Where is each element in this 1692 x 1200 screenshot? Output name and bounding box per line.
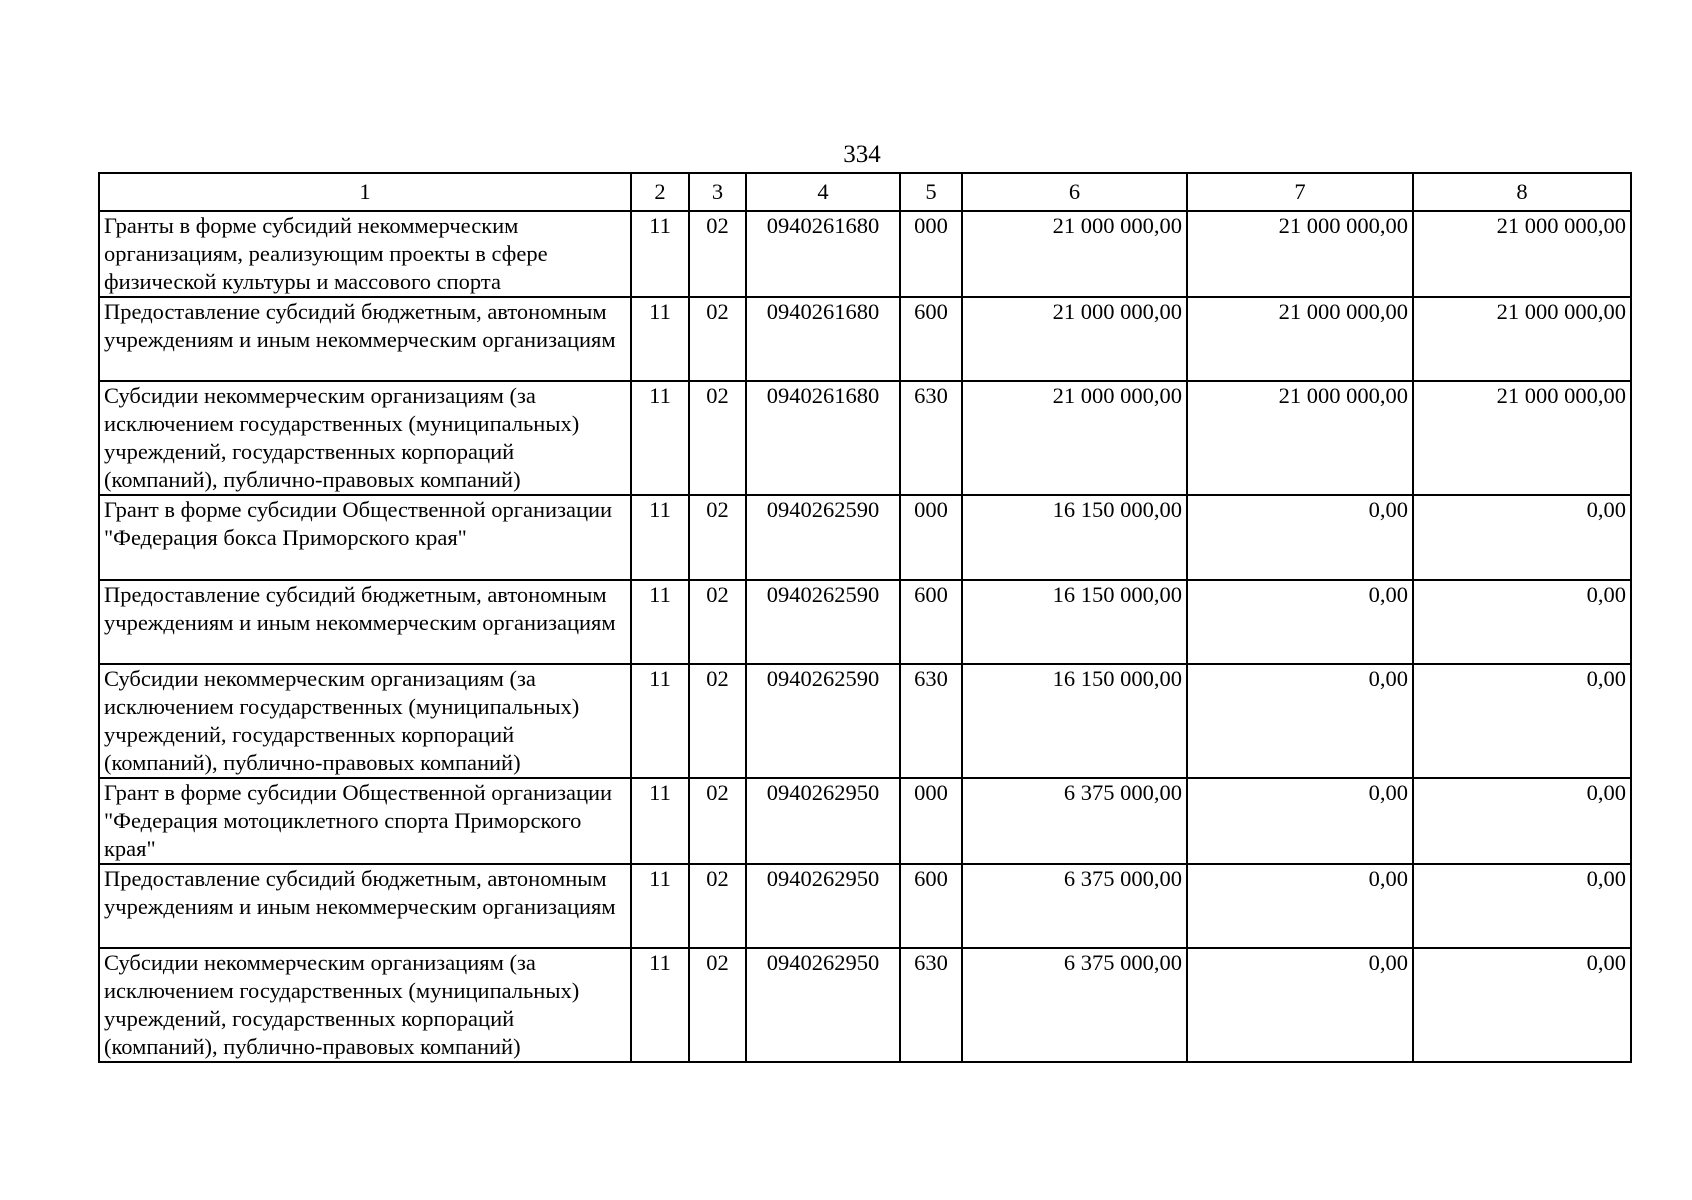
- row-subsection-code: 02: [689, 664, 746, 778]
- page-number: 334: [843, 141, 881, 168]
- table-row: [99, 664, 1631, 778]
- column-header-3: 3: [689, 173, 746, 211]
- row-section-code: 11: [631, 297, 689, 381]
- row-subsection-code: 02: [689, 948, 746, 1062]
- column-header-8: 8: [1413, 173, 1631, 211]
- row-section-code: 11: [631, 495, 689, 580]
- row-name: Субсидии некоммерческим организациям (за исключением государственных (муниципальных) учреждений, государственных корпораций (компаний), публично-правовых компаний): [99, 948, 631, 1062]
- table-row: [99, 495, 1631, 580]
- row-expense-type-code: 600: [900, 297, 962, 381]
- row-amount-col7: 0,00: [1187, 580, 1413, 664]
- row-section-code: 11: [631, 381, 689, 495]
- row-amount-col6: 16 150 000,00: [962, 495, 1187, 580]
- row-target-article-code: 0940262590: [746, 495, 900, 580]
- row-amount-col6: 16 150 000,00: [962, 580, 1187, 664]
- table-row: [99, 297, 1631, 381]
- row-target-article-code: 0940261680: [746, 211, 900, 297]
- row-subsection-code: 02: [689, 297, 746, 381]
- row-amount-col6: 6 375 000,00: [962, 778, 1187, 864]
- row-amount-col8: 0,00: [1413, 864, 1631, 948]
- budget-table: [98, 172, 1632, 1063]
- table-row: [99, 948, 1631, 1062]
- row-expense-type-code: 630: [900, 381, 962, 495]
- row-target-article-code: 0940262950: [746, 778, 900, 864]
- column-header-7: 7: [1187, 173, 1413, 211]
- row-section-code: 11: [631, 778, 689, 864]
- column-header-2: 2: [631, 173, 689, 211]
- table-row: [99, 580, 1631, 664]
- table-header-row: [99, 173, 1631, 211]
- row-name: Предоставление субсидий бюджетным, автономным учреждениям и иным некоммерческим организациям: [99, 297, 631, 381]
- table-row: [99, 211, 1631, 297]
- row-amount-col6: 6 375 000,00: [962, 864, 1187, 948]
- row-amount-col8: 0,00: [1413, 495, 1631, 580]
- row-expense-type-code: 000: [900, 211, 962, 297]
- row-section-code: 11: [631, 211, 689, 297]
- row-amount-col8: 0,00: [1413, 948, 1631, 1062]
- row-section-code: 11: [631, 580, 689, 664]
- row-target-article-code: 0940261680: [746, 381, 900, 495]
- row-amount-col8: 21 000 000,00: [1413, 297, 1631, 381]
- column-header-1: 1: [99, 173, 631, 211]
- row-amount-col7: 0,00: [1187, 864, 1413, 948]
- row-amount-col7: 21 000 000,00: [1187, 381, 1413, 495]
- row-target-article-code: 0940261680: [746, 297, 900, 381]
- row-name: Предоставление субсидий бюджетным, автономным учреждениям и иным некоммерческим организациям: [99, 864, 631, 948]
- row-target-article-code: 0940262950: [746, 864, 900, 948]
- row-subsection-code: 02: [689, 495, 746, 580]
- row-expense-type-code: 000: [900, 778, 962, 864]
- row-target-article-code: 0940262590: [746, 580, 900, 664]
- table-row: [99, 864, 1631, 948]
- column-header-5: 5: [900, 173, 962, 211]
- row-name: Предоставление субсидий бюджетным, автономным учреждениям и иным некоммерческим организациям: [99, 580, 631, 664]
- row-amount-col7: 0,00: [1187, 778, 1413, 864]
- row-section-code: 11: [631, 864, 689, 948]
- row-amount-col6: 21 000 000,00: [962, 381, 1187, 495]
- row-section-code: 11: [631, 664, 689, 778]
- row-expense-type-code: 630: [900, 948, 962, 1062]
- row-name: Субсидии некоммерческим организациям (за исключением государственных (муниципальных) учреждений, государственных корпораций (компаний), публично-правовых компаний): [99, 381, 631, 495]
- column-header-4: 4: [746, 173, 900, 211]
- row-amount-col7: 0,00: [1187, 664, 1413, 778]
- row-amount-col8: 21 000 000,00: [1413, 211, 1631, 297]
- row-amount-col8: 21 000 000,00: [1413, 381, 1631, 495]
- row-subsection-code: 02: [689, 211, 746, 297]
- row-amount-col7: 21 000 000,00: [1187, 211, 1413, 297]
- table-row: [99, 778, 1631, 864]
- row-subsection-code: 02: [689, 778, 746, 864]
- row-name: Грант в форме субсидии Общественной организации "Федерация мотоциклетного спорта Приморского края": [99, 778, 631, 864]
- row-expense-type-code: 630: [900, 664, 962, 778]
- row-amount-col7: 0,00: [1187, 948, 1413, 1062]
- row-amount-col8: 0,00: [1413, 664, 1631, 778]
- row-subsection-code: 02: [689, 381, 746, 495]
- row-amount-col7: 21 000 000,00: [1187, 297, 1413, 381]
- row-amount-col6: 21 000 000,00: [962, 297, 1187, 381]
- table-row: [99, 381, 1631, 495]
- row-target-article-code: 0940262590: [746, 664, 900, 778]
- row-name: Субсидии некоммерческим организациям (за исключением государственных (муниципальных) учреждений, государственных корпораций (компаний), публично-правовых компаний): [99, 664, 631, 778]
- row-target-article-code: 0940262950: [746, 948, 900, 1062]
- row-amount-col8: 0,00: [1413, 580, 1631, 664]
- row-amount-col6: 6 375 000,00: [962, 948, 1187, 1062]
- row-amount-col8: 0,00: [1413, 778, 1631, 864]
- row-amount-col6: 21 000 000,00: [962, 211, 1187, 297]
- row-expense-type-code: 600: [900, 864, 962, 948]
- row-expense-type-code: 000: [900, 495, 962, 580]
- row-expense-type-code: 600: [900, 580, 962, 664]
- row-subsection-code: 02: [689, 864, 746, 948]
- row-name: Грант в форме субсидии Общественной организации "Федерация бокса Приморского края": [99, 495, 631, 580]
- row-subsection-code: 02: [689, 580, 746, 664]
- row-amount-col6: 16 150 000,00: [962, 664, 1187, 778]
- row-name: Гранты в форме субсидий некоммерческим организациям, реализующим проекты в сфере физической культуры и массового спорта: [99, 211, 631, 297]
- row-amount-col7: 0,00: [1187, 495, 1413, 580]
- column-header-6: 6: [962, 173, 1187, 211]
- row-section-code: 11: [631, 948, 689, 1062]
